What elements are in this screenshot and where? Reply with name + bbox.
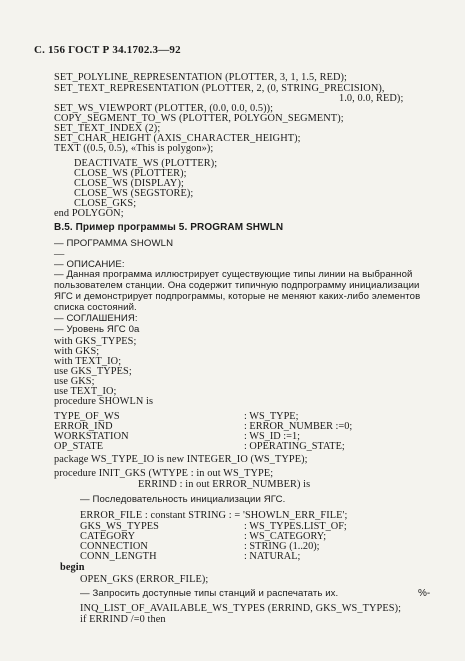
code-line: package WS_TYPE_IO is new INTEGER_IO (WS_TYPE);	[54, 454, 308, 465]
decl-type: : ERROR_NUMBER :=0;	[244, 421, 353, 432]
comment-line: пользователем станции. Она содержит типичную подпрограмму инициализации	[54, 280, 420, 291]
margin-mark: %-	[418, 588, 431, 599]
decl-name: CATEGORY	[80, 531, 136, 542]
comment-line: — Запросить доступные типы станций и распечатать их.	[80, 588, 339, 599]
code-line: CLOSE_GKS;	[74, 198, 137, 209]
code-line: with GKS_TYPES;	[54, 336, 137, 347]
code-line: with TEXT_IO;	[54, 356, 122, 367]
code-line: with GKS;	[54, 346, 100, 357]
code-line: SET_CHAR_HEIGHT (AXIS_CHARACTER_HEIGHT);	[54, 133, 301, 144]
code-line: ERRIND : in out ERROR_NUMBER) is	[138, 479, 311, 490]
code-line: CLOSE_WS (PLOTTER);	[74, 168, 187, 179]
code-line: DEACTIVATE_WS (PLOTTER);	[74, 158, 218, 169]
code-line: CLOSE_WS (SEGSTORE);	[74, 188, 194, 199]
code-line: end POLYGON;	[54, 208, 124, 219]
comment-line: — СОГЛАШЕНИЯ:	[54, 313, 138, 324]
code-line: procedure SHOWLN is	[54, 396, 154, 407]
code-line: CLOSE_WS (DISPLAY);	[74, 178, 184, 189]
comment-line: — Последовательность инициализации ЯГС.	[80, 494, 286, 505]
decl-name: OP_STATE	[54, 441, 104, 452]
comment-line: — Данная программа иллюстрирует существующие типы линии на выбранной	[54, 269, 413, 280]
code-line: INQ_LIST_OF_AVAILABLE_WS_TYPES (ERRIND, GKS_WS_TYPES);	[80, 603, 402, 614]
comment-line: —	[54, 249, 65, 260]
code-line: SET_TEXT_REPRESENTATION (PLOTTER, 2, (0, STRING_PRECISION),	[54, 83, 385, 94]
code-line: TEXT ((0.5, 0.5), «This is polygon»);	[54, 143, 214, 154]
decl-type: : OPERATING_STATE;	[244, 441, 345, 452]
decl-type: : WS_ID :=1;	[244, 431, 300, 442]
decl-type: : WS_TYPES.LIST_OF;	[244, 521, 347, 532]
decl-name: ERROR_IND	[54, 421, 113, 432]
decl-name: CONN_LENGTH	[80, 551, 157, 562]
comment-line: — Уровень ЯГС 0а	[54, 324, 140, 335]
decl-type: : WS_TYPE;	[244, 411, 299, 422]
code-line: procedure INIT_GKS (WTYPE : in out WS_TYPE;	[54, 468, 274, 479]
code-line: ERROR_FILE : constant STRING : = 'SHOWLN_ERR_FILE';	[80, 510, 348, 521]
decl-type: : STRING (1..20);	[244, 541, 320, 552]
code-line: COPY_SEGMENT_TO_WS (PLOTTER, POLYGON_SEGMENT);	[54, 113, 344, 124]
code-line: use TEXT_IO;	[54, 386, 117, 397]
code-line: SET_TEXT_INDEX (2);	[54, 123, 161, 134]
decl-type: : NATURAL;	[244, 551, 301, 562]
comment-line: — ОПИСАНИЕ:	[54, 259, 125, 270]
code-line: begin	[60, 562, 85, 573]
section-heading: В.5. Пример программы 5. PROGRAM SHWLN	[54, 222, 284, 233]
page-header: С. 156 ГОСТ Р 34.1702.3—92	[34, 44, 181, 56]
code-line: SET_POLYLINE_REPRESENTATION (PLOTTER, 3, 1, 1.5, RED);	[54, 72, 347, 83]
decl-name: CONNECTION	[80, 541, 148, 552]
decl-name: TYPE_OF_WS	[54, 411, 120, 422]
code-line: if ERRIND /=0 then	[80, 614, 166, 625]
comment-line: ЯГС и демонстрирует подпрограммы, которые не меняют каких-либо элементов	[54, 291, 421, 302]
code-line: 1.0, 0.0, RED);	[339, 93, 404, 104]
decl-name: GKS_WS_TYPES	[80, 521, 160, 532]
code-line: use GKS;	[54, 376, 95, 387]
decl-type: : WS_CATEGORY;	[244, 531, 327, 542]
comment-line: списка состояний.	[54, 302, 137, 313]
decl-name: WORKSTATION	[54, 431, 129, 442]
comment-line: — ПРОГРАММА SHOWLN	[54, 238, 174, 249]
code-line: SET_WS_VIEWPORT (PLOTTER, (0.0, 0.0, 0.5));	[54, 103, 274, 114]
code-line: OPEN_GKS (ERROR_FILE);	[80, 574, 209, 585]
code-line: use GKS_TYPES;	[54, 366, 132, 377]
